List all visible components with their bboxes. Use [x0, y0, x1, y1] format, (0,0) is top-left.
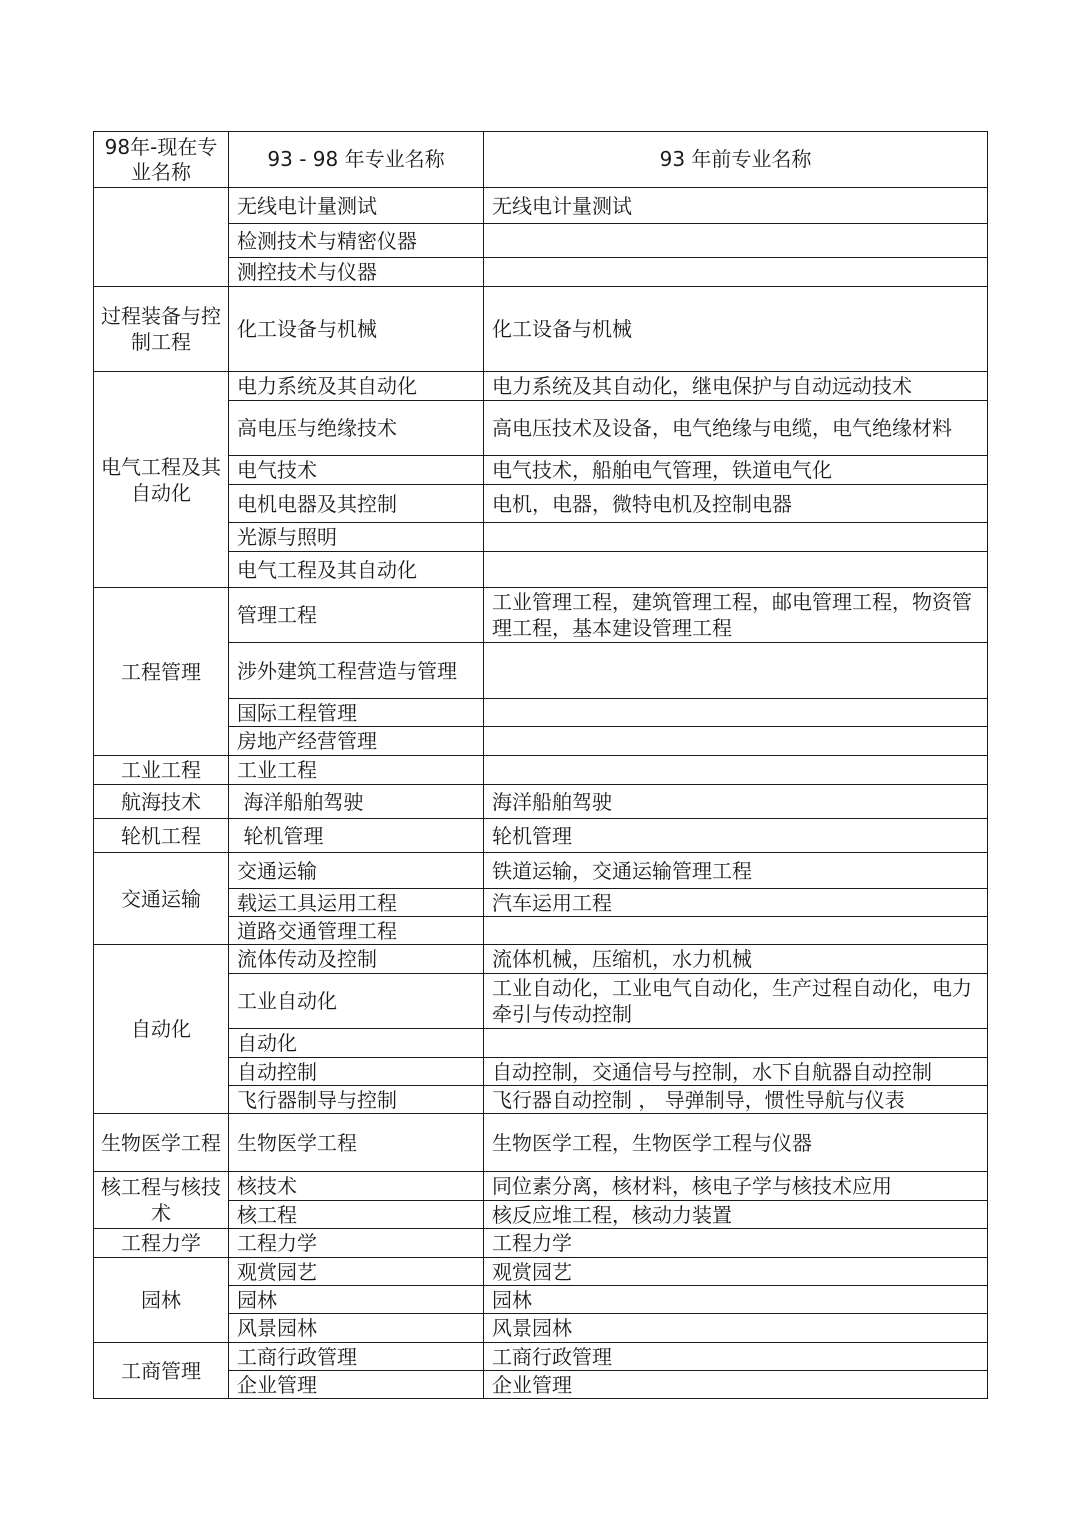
- current-major-cell: 电气工程及其自动化: [94, 372, 229, 588]
- table-row: [94, 785, 988, 819]
- major-93-98-cell: 风景园林: [229, 1314, 484, 1343]
- current-major-cell: 工商管理: [94, 1343, 229, 1399]
- current-major-cell: [94, 188, 229, 287]
- major-93-98-cell: 工业工程: [229, 756, 484, 785]
- major-93-98-cell: 流体传动及控制: [229, 945, 484, 974]
- current-major-cell: 过程装备与控制工程: [94, 287, 229, 372]
- table-row: [94, 1343, 988, 1371]
- table-row: [94, 1371, 988, 1399]
- major-pre-93-cell: 电气技术，船舶电气管理，铁道电气化: [484, 456, 988, 485]
- table-row: [94, 1086, 988, 1114]
- table-row: [94, 917, 988, 945]
- table-row: [94, 756, 988, 785]
- current-major-cell: 园林: [94, 1258, 229, 1343]
- table-row: [94, 1286, 988, 1314]
- major-pre-93-cell: 无线电计量测试: [484, 188, 988, 224]
- major-pre-93-cell: [484, 258, 988, 287]
- table-row: [94, 258, 988, 287]
- major-93-98-cell: 载运工具运用工程: [229, 889, 484, 917]
- major-93-98-cell: 国际工程管理: [229, 699, 484, 727]
- major-93-98-cell: 管理工程: [229, 588, 484, 643]
- table-row: [94, 945, 988, 974]
- major-93-98-cell: 自动化: [229, 1029, 484, 1058]
- major-93-98-cell: 观赏园艺: [229, 1258, 484, 1286]
- header-pre-93-name: 93 年前专业名称: [484, 132, 988, 188]
- major-name-table: [93, 131, 988, 1399]
- major-93-98-cell: 房地产经营管理: [229, 727, 484, 756]
- table-row: [94, 523, 988, 552]
- major-pre-93-cell: 企业管理: [484, 1371, 988, 1399]
- table-row: [94, 1029, 988, 1058]
- major-pre-93-cell: 汽车运用工程: [484, 889, 988, 917]
- major-93-98-cell: 电气技术: [229, 456, 484, 485]
- major-pre-93-cell: 自动控制，交通信号与控制，水下自航器自动控制: [484, 1058, 988, 1086]
- current-major-cell: 航海技术: [94, 785, 229, 819]
- table-row: [94, 889, 988, 917]
- major-pre-93-cell: 生物医学工程，生物医学工程与仪器: [484, 1114, 988, 1172]
- major-pre-93-cell: 飞行器自动控制 ， 导弹制导，惯性导航与仪表: [484, 1086, 988, 1114]
- major-pre-93-cell: [484, 1029, 988, 1058]
- major-93-98-cell: 高电压与绝缘技术: [229, 401, 484, 456]
- major-pre-93-cell: 观赏园艺: [484, 1258, 988, 1286]
- major-pre-93-cell: [484, 643, 988, 699]
- major-93-98-cell: 交通运输: [229, 853, 484, 889]
- major-pre-93-cell: 园林: [484, 1286, 988, 1314]
- major-pre-93-cell: [484, 552, 988, 588]
- major-93-98-cell: 化工设备与机械: [229, 287, 484, 372]
- major-pre-93-cell: 工业自动化，工业电气自动化，生产过程自动化，电力牵引与传动控制: [484, 974, 988, 1029]
- major-93-98-cell: 工程力学: [229, 1229, 484, 1258]
- major-93-98-cell: 涉外建筑工程营造与管理: [229, 643, 484, 699]
- major-pre-93-cell: 工程力学: [484, 1229, 988, 1258]
- major-pre-93-cell: 风景园林: [484, 1314, 988, 1343]
- major-pre-93-cell: [484, 727, 988, 756]
- major-93-98-cell: 自动控制: [229, 1058, 484, 1086]
- major-pre-93-cell: 轮机管理: [484, 819, 988, 853]
- major-pre-93-cell: [484, 756, 988, 785]
- table-row: [94, 1229, 988, 1258]
- table-row: [94, 552, 988, 588]
- major-93-98-cell: 无线电计量测试: [229, 188, 484, 224]
- table-row: [94, 485, 988, 523]
- major-93-98-cell: 海洋船舶驾驶: [229, 785, 484, 819]
- major-pre-93-cell: [484, 699, 988, 727]
- major-93-98-cell: 光源与照明: [229, 523, 484, 552]
- header-current-name: 98年-现在专业名称: [94, 132, 229, 188]
- major-93-98-cell: 核工程: [229, 1201, 484, 1229]
- major-pre-93-cell: 工业管理工程，建筑管理工程，邮电管理工程，物资管理工程，基本建设管理工程: [484, 588, 988, 643]
- table-row: [94, 456, 988, 485]
- major-93-98-cell: 电气工程及其自动化: [229, 552, 484, 588]
- major-pre-93-cell: [484, 224, 988, 258]
- table-row: [94, 372, 988, 401]
- major-93-98-cell: 测控技术与仪器: [229, 258, 484, 287]
- header-93-98-name: 93 - 98 年专业名称: [229, 132, 484, 188]
- current-major-cell: 轮机工程: [94, 819, 229, 853]
- major-93-98-cell: 企业管理: [229, 1371, 484, 1399]
- major-93-98-cell: 道路交通管理工程: [229, 917, 484, 945]
- major-pre-93-cell: 电机，电器，微特电机及控制电器: [484, 485, 988, 523]
- table-row: [94, 1172, 988, 1201]
- table-row: [94, 1058, 988, 1086]
- major-93-98-cell: 工业自动化: [229, 974, 484, 1029]
- table-row: [94, 1201, 988, 1229]
- major-93-98-cell: 园林: [229, 1286, 484, 1314]
- table-row: [94, 819, 988, 853]
- major-pre-93-cell: 铁道运输，交通运输管理工程: [484, 853, 988, 889]
- major-pre-93-cell: [484, 917, 988, 945]
- header-row: [94, 132, 988, 188]
- major-93-98-cell: 电机电器及其控制: [229, 485, 484, 523]
- current-major-cell: 核工程与核技术: [94, 1172, 229, 1229]
- current-major-cell: 工程管理: [94, 588, 229, 756]
- table-row: [94, 1258, 988, 1286]
- table-row: [94, 727, 988, 756]
- table-row: [94, 224, 988, 258]
- current-major-cell: 工程力学: [94, 1229, 229, 1258]
- current-major-cell: 生物医学工程: [94, 1114, 229, 1172]
- current-major-cell: 工业工程: [94, 756, 229, 785]
- table-row: [94, 401, 988, 456]
- major-93-98-cell: 电力系统及其自动化: [229, 372, 484, 401]
- table-row: [94, 853, 988, 889]
- major-pre-93-cell: 化工设备与机械: [484, 287, 988, 372]
- major-pre-93-cell: 工商行政管理: [484, 1343, 988, 1371]
- current-major-cell: 自动化: [94, 945, 229, 1114]
- current-major-cell: 交通运输: [94, 853, 229, 945]
- major-93-98-cell: 轮机管理: [229, 819, 484, 853]
- major-93-98-cell: 工商行政管理: [229, 1343, 484, 1371]
- table-row: [94, 588, 988, 643]
- major-93-98-cell: 生物医学工程: [229, 1114, 484, 1172]
- major-pre-93-cell: 同位素分离，核材料，核电子学与核技术应用: [484, 1172, 988, 1201]
- table-row: [94, 643, 988, 699]
- major-93-98-cell: 飞行器制导与控制: [229, 1086, 484, 1114]
- major-pre-93-cell: 高电压技术及设备，电气绝缘与电缆，电气绝缘材料: [484, 401, 988, 456]
- major-pre-93-cell: 核反应堆工程，核动力装置: [484, 1201, 988, 1229]
- table-row: [94, 699, 988, 727]
- table-body: [94, 132, 988, 1399]
- major-pre-93-cell: 电力系统及其自动化，继电保护与自动远动技术: [484, 372, 988, 401]
- table-row: [94, 974, 988, 1029]
- table-row: [94, 287, 988, 372]
- major-93-98-cell: 核技术: [229, 1172, 484, 1201]
- major-pre-93-cell: [484, 523, 988, 552]
- major-pre-93-cell: 流体机械，压缩机，水力机械: [484, 945, 988, 974]
- table-row: [94, 1314, 988, 1343]
- major-pre-93-cell: 海洋船舶驾驶: [484, 785, 988, 819]
- table-row: [94, 188, 988, 224]
- major-93-98-cell: 检测技术与精密仪器: [229, 224, 484, 258]
- table-row: [94, 1114, 988, 1172]
